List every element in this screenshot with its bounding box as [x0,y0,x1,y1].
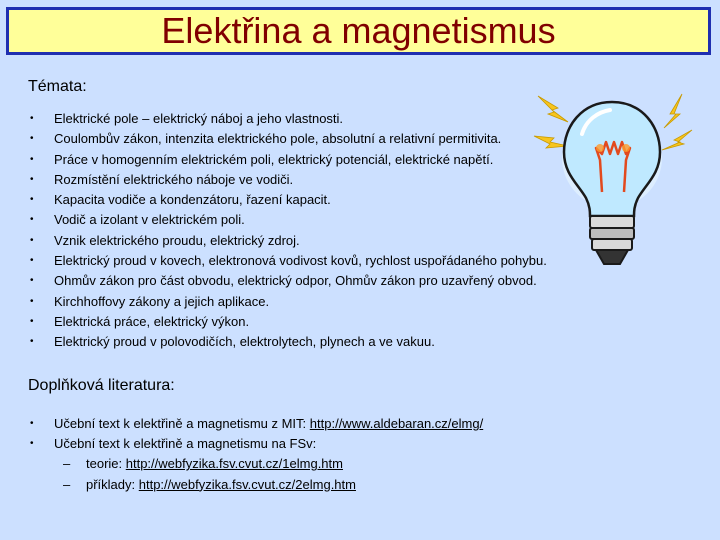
topics-heading: Témata: [28,78,87,95]
bullet-icon: • [30,194,34,206]
dash-marker: – [63,476,71,492]
dash-marker: – [63,456,71,471]
topic-text: Kapacita vodiče a kondenzátoru, řazení kapacit. [54,192,331,208]
sub-item [86,475,356,496]
sub-item [86,454,343,475]
bullet-icon: • [30,336,34,348]
literature-text: Učební text k elektřině a magnetismu na FSv: [54,436,317,452]
topic-text: Ohmův zákon pro část obvodu, elektrický odpor, Ohmův zákon pro uzavřený obvod. [54,273,537,289]
literature-text: Učební text k elektřině a magnetismu z MIT: [54,416,310,431]
bullet-icon: • [30,133,34,145]
bullet-icon: • [30,153,34,165]
bullet-icon: • [30,438,34,450]
sub-label: teorie: [86,456,126,471]
topic-text: Elektrické pole – elektrický náboj a jeho vlastnosti. [54,111,344,126]
bullet-icon: • [30,275,34,287]
theory-link[interactable]: http://webfyzika.fsv.cvut.cz/1elmg.htm [125,456,343,471]
mit-link[interactable]: http://www.aldebaran.cz/elmg/ [309,416,484,431]
bullet-icon: • [30,214,34,226]
topic-text: Elektrický proud v polovodičích, elektrolytech, plynech a ve vakuu. [54,334,435,350]
topic-text: Vodič a izolant v elektrickém poli. [54,212,245,228]
topic-text: Coulombův zákon, intenzita elektrického pole, absolutní a relativní permitivita. [54,131,502,147]
sub-label: příklady: [86,476,139,492]
title-banner [6,7,711,55]
bullet-icon: • [30,173,34,185]
topic-text: Kirchhoffovy zákony a jejich aplikace. [54,293,270,309]
topic-text: Rozmístění elektrického náboje ve vodiči. [54,171,294,187]
page-title: Elektřina a magnetismus [161,10,556,51]
examples-link[interactable]: http://webfyzika.fsv.cvut.cz/2elmg.htm [138,476,356,492]
bullet-icon: • [30,418,34,429]
bullet-icon: • [30,234,34,246]
literature-heading: Doplňková literatura: [28,377,175,394]
bullet-icon: • [30,255,34,267]
light-bulb-icon [530,88,700,278]
topic-text: Elektrická práce, elektrický výkon. [54,313,250,329]
literature-item [54,414,483,434]
bullet-icon: • [30,295,34,307]
topic-text: Práce v homogenním elektrickém poli, elektrický potenciál, elektrické napětí. [54,151,494,167]
topic-text: Elektrický proud v kovech, elektronová vodivost kovů, rychlost uspořádaného pohybu. [54,253,547,269]
bullet-icon: • [30,113,34,124]
bullet-icon: • [30,315,34,327]
topic-text: Vznik elektrického proudu, elektrický zdroj. [54,232,300,248]
